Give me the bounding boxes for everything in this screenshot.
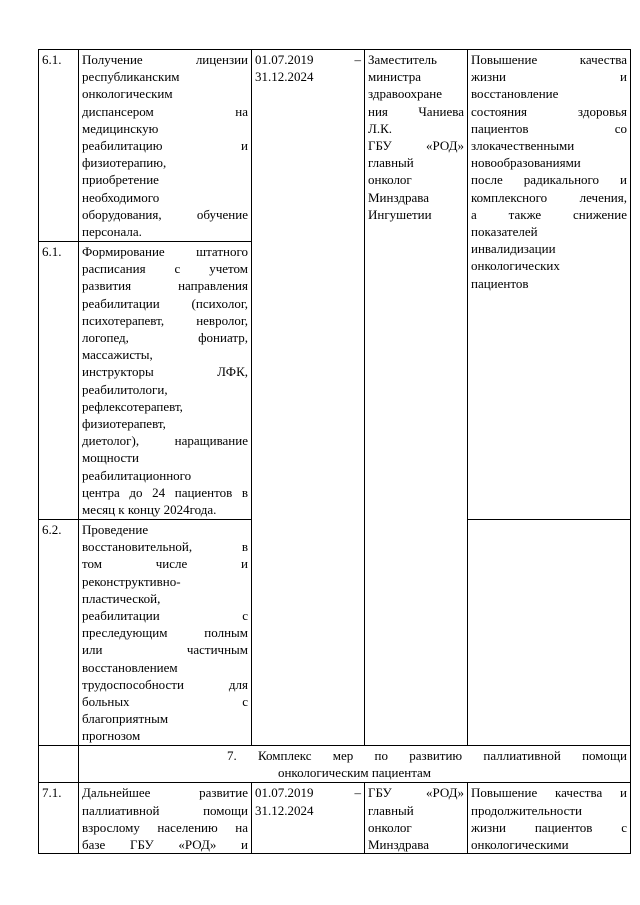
text-line: мощности xyxy=(82,450,139,466)
text-line: прогнозом xyxy=(82,728,141,744)
text-line: злокачественными xyxy=(471,138,575,154)
text-line: реконструктивно- xyxy=(82,573,181,589)
text-line: онкологическим xyxy=(82,86,173,102)
text-line: психотерапевт, невролог, xyxy=(82,312,248,328)
text-line: ния Чаниева xyxy=(368,103,464,119)
text-line: комплексного лечения, xyxy=(471,189,627,205)
text-line: месяц к концу 2024года. xyxy=(82,502,217,518)
text-line: а также снижение xyxy=(471,206,627,222)
text-line: реабилитации (психолог, xyxy=(82,295,248,311)
text-line: базе ГБУ «РОД» и xyxy=(82,837,248,853)
result-cell-empty xyxy=(468,520,631,746)
section-title-line-1: 7. Комплекс мер по развитию паллиативной помощи xyxy=(227,748,627,763)
responsible-cell xyxy=(365,783,468,854)
result-cell xyxy=(468,50,631,520)
text-line: Минздрава xyxy=(368,837,429,853)
text-line: благоприятным xyxy=(82,711,169,727)
responsible-cell xyxy=(365,50,468,746)
text-line: Ингушетии xyxy=(368,206,432,222)
text-line: Заместитель xyxy=(368,52,437,67)
row-number: 6.2. xyxy=(39,520,79,746)
text-line: 01.07.2019 – xyxy=(255,785,361,801)
text-line: Л.К. xyxy=(368,120,392,136)
text-line: центра до 24 пациентов в xyxy=(82,484,248,500)
text-line: трудоспособности для xyxy=(82,676,248,692)
text-line: Дальнейшее развитие xyxy=(82,785,248,801)
text-line: медицинскую xyxy=(82,120,159,136)
text-line: инвалидизации xyxy=(471,241,556,257)
row-number: 6.1. xyxy=(39,50,79,242)
text-line: Проведение xyxy=(82,522,149,537)
text-line: жизни и xyxy=(471,69,627,85)
text-line: инструкторы ЛФК, xyxy=(82,364,248,380)
text-line: главный xyxy=(368,155,414,171)
table-row xyxy=(39,50,631,242)
text-line: расписания с учетом xyxy=(82,261,248,277)
text-line: паллиативной помощи xyxy=(82,802,248,818)
text-line: ГБУ «РОД» xyxy=(368,138,464,154)
section-title-line-2: онкологическим пациентам xyxy=(277,765,432,781)
text-line: восстановлением xyxy=(82,659,178,675)
period-cell xyxy=(252,50,365,746)
text-line: состояния здоровья xyxy=(471,103,627,119)
activity-cell xyxy=(79,783,252,854)
activity-cell xyxy=(79,50,252,242)
text-line: 01.07.2019 – xyxy=(255,52,361,67)
text-line: реабилитологи, xyxy=(82,381,168,397)
text-line: Повышение качества и xyxy=(471,785,627,801)
text-line: рефлексотерапевт, xyxy=(82,398,183,414)
activity-cell xyxy=(79,242,252,520)
text-line: 31.12.2024 xyxy=(255,69,314,85)
text-line: восстановительной, в xyxy=(82,539,248,555)
text-line: онколог xyxy=(368,172,412,188)
text-line: физиотерапевт, xyxy=(82,416,166,432)
text-line: реабилитации с xyxy=(82,608,248,624)
text-line: министра xyxy=(368,69,421,85)
text-line: преследующим полным xyxy=(82,625,248,641)
text-line: здравоохране xyxy=(368,86,443,102)
text-line: приобретение xyxy=(82,172,159,188)
section-title xyxy=(79,746,631,783)
period-cell xyxy=(252,783,365,854)
text-line: физиотерапию, xyxy=(82,155,167,171)
text-line: продолжительности xyxy=(471,802,583,818)
text-line: или частичным xyxy=(82,642,248,658)
text-line: взрослому населению на xyxy=(82,819,248,835)
section-number-empty xyxy=(39,746,79,783)
text-line: диетолог), наращивание xyxy=(82,433,248,449)
text-line: республиканским xyxy=(82,69,180,85)
text-line: логопед, фониатр, xyxy=(82,330,248,346)
text-line: пациентов со xyxy=(471,120,627,136)
text-line: пластической, xyxy=(82,590,161,606)
text-line: реабилитацию и xyxy=(82,138,248,154)
text-line: после радикального и xyxy=(471,172,627,188)
section-heading-row xyxy=(39,746,631,783)
text-line: 31.12.2024 xyxy=(255,802,314,818)
text-line: онкологическими xyxy=(471,837,569,853)
text-line: развития направления xyxy=(82,278,248,294)
text-line: Минздрава xyxy=(368,189,429,205)
text-line: ГБУ «РОД» xyxy=(368,785,464,801)
table-row xyxy=(39,783,631,854)
row-number: 7.1. xyxy=(39,783,79,854)
text-line: восстановление xyxy=(471,86,559,102)
text-line: Повышение качества xyxy=(471,52,627,67)
text-line: массажисты, xyxy=(82,347,153,363)
text-line: онкологических xyxy=(471,258,560,274)
text-line: жизни пациентов с xyxy=(471,819,627,835)
text-line: оборудования, обучение xyxy=(82,206,248,222)
text-line: том числе и xyxy=(82,556,248,572)
text-line: пациентов xyxy=(471,275,529,291)
text-line: больных с xyxy=(82,694,248,710)
text-line: онколог xyxy=(368,819,412,835)
text-line: персонала. xyxy=(82,224,142,240)
text-line: Получение лицензии xyxy=(82,52,248,67)
text-line: новообразованиями xyxy=(471,155,581,171)
text-line: диспансером на xyxy=(82,103,248,119)
result-cell xyxy=(468,783,631,854)
text-line: необходимого xyxy=(82,189,160,205)
text-line: показателей xyxy=(471,224,538,240)
text-line: реабилитационного xyxy=(82,467,192,483)
row-number: 6.1. xyxy=(39,242,79,520)
text-line: главный xyxy=(368,802,414,818)
measures-table xyxy=(38,49,631,854)
activity-cell xyxy=(79,520,252,746)
text-line: Формирование штатного xyxy=(82,244,248,259)
